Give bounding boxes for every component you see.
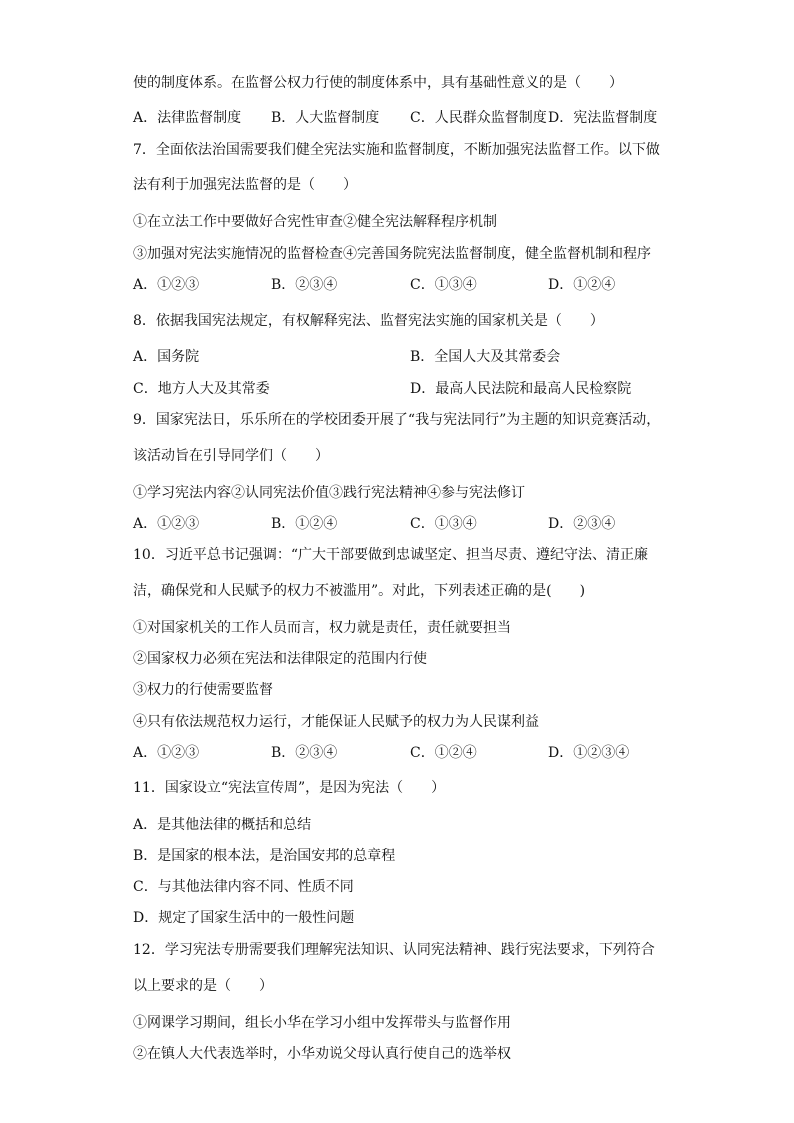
q9-stem-line2: 该活动旨在引导同学们（ ）: [133, 448, 329, 464]
q7-stem-line1: 7．全面依法治国需要我们健全宪法实施和监督制度，不断加强宪法监督工作。以下做: [133, 142, 660, 158]
q12-stem-line1: 12．学习宪法专册需要我们理解宪法知识、认同宪法精神、践行宪法要求，下列符合: [133, 942, 655, 958]
q10-option-b: B．②③④: [271, 745, 338, 761]
q9-option-a: A．①②③: [133, 516, 200, 532]
q10-option-a: A．①②③: [133, 745, 200, 761]
q8-option-a: A．国务院: [133, 349, 200, 365]
q9-option-c: C．①③④: [410, 516, 477, 532]
q6-stem-continuation: 使的制度体系。在监督公权力行使的制度体系中，具有基础性意义的是（ ）: [133, 75, 623, 91]
q9-option-d: D．②③④: [548, 516, 616, 532]
q12-item-2: ②在镇人大代表选举时，小华劝说父母认真行使自己的选举权: [133, 1046, 511, 1062]
q12-item-1: ①网课学习期间，组长小华在学习小组中发挥带头与监督作用: [133, 1015, 511, 1031]
q6-option-d: D．宪法监督制度: [548, 110, 658, 126]
q10-item-1: ①对国家机关的工作人员而言，权力就是责任，责任就要担当: [133, 620, 511, 636]
q10-item-4: ④只有依法规范权力运行，才能保证人民赋予的权力为人民谋利益: [133, 714, 539, 730]
q10-option-c: C．①②④: [410, 745, 477, 761]
q9-items: ①学习宪法内容②认同宪法价值③践行宪法精神④参与宪法修订: [133, 485, 525, 501]
q8-option-b: B．全国人大及其常委会: [410, 349, 561, 365]
q7-option-b: B．②③④: [271, 277, 338, 293]
q10-stem-line2: 洁，确保党和人民赋予的权力不被滥用”。对此，下列表述正确的是( ): [133, 583, 586, 599]
q7-items-line1: ①在立法工作中要做好合宪性审查②健全宪法解释程序机制: [133, 214, 497, 230]
q11-option-d: D．规定了国家生活中的一般性问题: [133, 910, 355, 926]
q12-stem-line2: 以上要求的是（ ）: [133, 978, 273, 994]
q8-option-d: D．最高人民法院和最高人民检察院: [410, 381, 632, 397]
q11-option-a: A．是其他法律的概括和总结: [133, 817, 312, 833]
q11-option-b: B．是国家的根本法，是治国安邦的总章程: [133, 848, 396, 864]
q7-items-line2: ③加强对宪法实施情况的监督检查④完善国务院宪法监督制度，健全监督机制和程序: [133, 246, 651, 262]
q8-stem: 8．依据我国宪法规定，有权解释宪法、监督宪法实施的国家机关是（ ）: [133, 313, 604, 329]
q10-option-d: D．①②③④: [548, 745, 630, 761]
q6-option-c: C．人民群众监督制度: [410, 110, 547, 126]
q9-stem-line1: 9．国家宪法日，乐乐所在的学校团委开展了“我与宪法同行”为主题的知识竞赛活动，: [133, 412, 661, 428]
q11-option-c: C．与其他法律内容不同、性质不同: [133, 879, 354, 895]
q10-item-2: ②国家权力必须在宪法和法律限定的范围内行使: [133, 651, 427, 667]
q10-stem-line1: 10．习近平总书记强调：“广大干部要做到忠诚坚定、担当尽责、遵纪守法、清正廉: [133, 547, 648, 563]
q9-option-b: B．①②④: [271, 516, 338, 532]
q7-stem-line2: 法有利于加强宪法监督的是（ ）: [133, 177, 357, 193]
q7-option-a: A．①②③: [133, 277, 200, 293]
q10-item-3: ③权力的行使需要监督: [133, 682, 273, 698]
q8-option-c: C．地方人大及其常委: [133, 381, 270, 397]
q6-option-a: A．法律监督制度: [133, 110, 242, 126]
q7-option-d: D．①②④: [548, 277, 616, 293]
q7-option-c: C．①③④: [410, 277, 477, 293]
q6-option-b: B．人大监督制度: [271, 110, 380, 126]
q11-stem: 11．国家设立“宪法宣传周”，是因为宪法（ ）: [133, 780, 446, 796]
